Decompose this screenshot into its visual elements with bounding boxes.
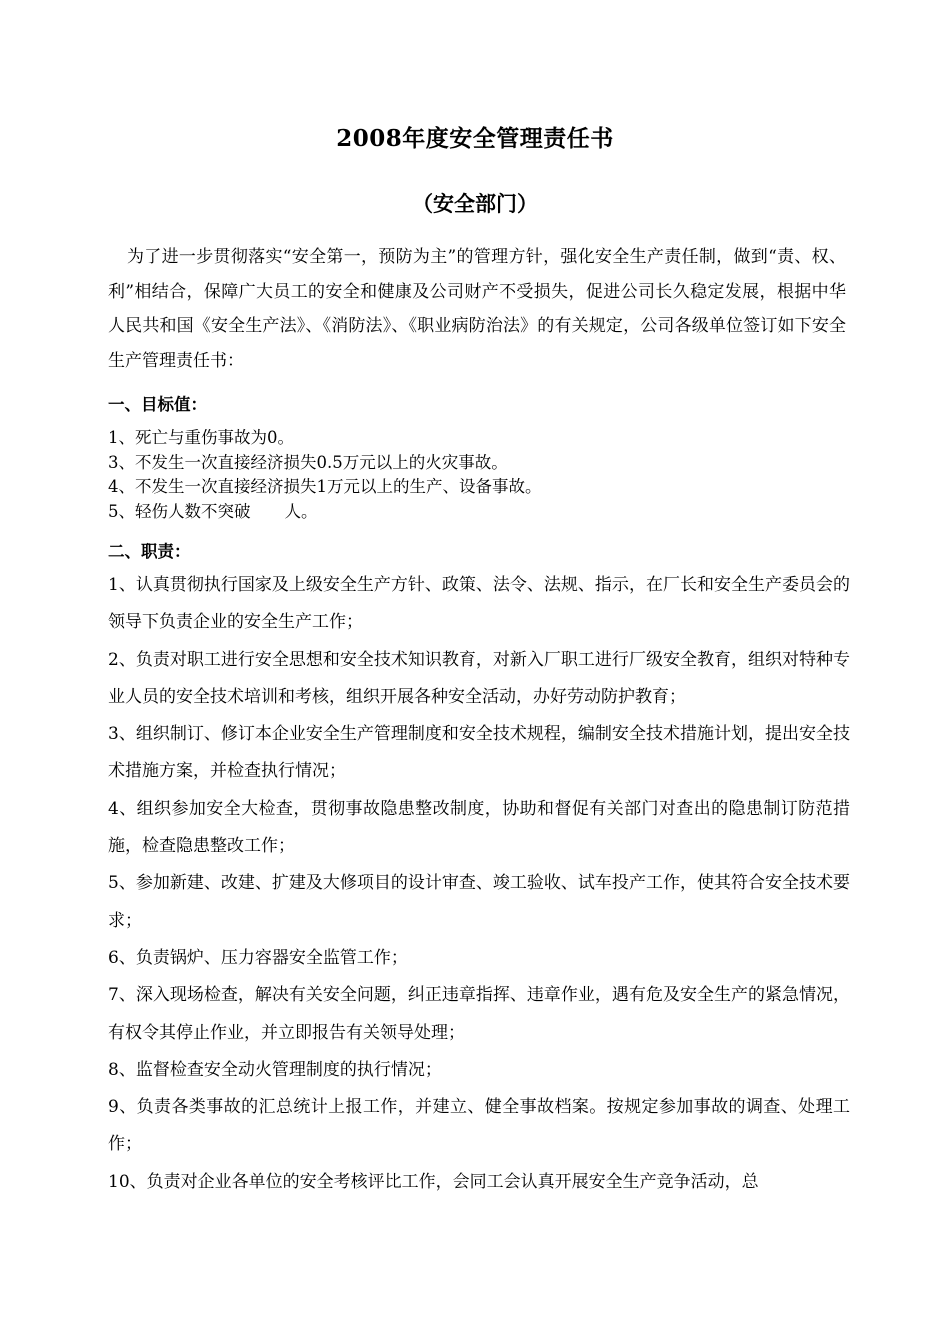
document-subtitle: （安全部门）	[412, 191, 538, 216]
list-item: 4、组织参加安全大检查，贯彻事故隐患整改制度，协助和督促有关部门对查出的隐患制订防范措施，检查隐患整改工作；	[108, 798, 850, 857]
list-item: 8、监督检查安全动火管理制度的执行情况；	[108, 1059, 442, 1080]
list-item: 7、深入现场检查，解决有关安全问题，纠正违章指挥、违章作业，遇有危及安全生产的紧急情况，有权令其停止作业，并立即报告有关领导处理；	[108, 985, 850, 1043]
list-item: 1、认真贯彻执行国家及上级安全生产方针、政策、法令、法规、指示，在厂长和安全生产委员会的领导下负责企业的安全生产工作；	[108, 575, 850, 633]
list-item: 10、负责对企业各单位的安全考核评比工作，会同工会认真开展安全生产竞争活动，总	[108, 1171, 759, 1192]
list-item: 9、负责各类事故的汇总统计上报工作，并建立、健全事故档案。按规定参加事故的调查、处理工作；	[108, 1097, 850, 1155]
intro-paragraph: 为了进一步贯彻落实“安全第一，预防为主”的管理方针，强化安全生产责任制，做到“责、权、利”相结合，保障广大员工的安全和健康及公司财产不受损失，促进公司长久稳定发展，根据中华人民共和国《安全生产法》、《消防法》、《职业病防治法》的有关规定，公司各级单位签订如下安全生产管理责任书：	[108, 247, 846, 371]
list-item: 3、组织制订、修订本企业安全生产管理制度和安全技术规程，编制安全技术措施计划，提出安全技术措施方案，并检查执行情况；	[108, 724, 850, 782]
list-item: 2、负责对职工进行安全思想和安全技术知识教育，对新入厂职工进行厂级安全教育，组织对特种专业人员的安全技术培训和考核，组织开展各种安全活动，办好劳动防护教育；	[108, 649, 850, 707]
target-5-before: 5、轻伤人数不突破	[108, 501, 251, 521]
list-item: 4、不发生一次直接经济损失1万元以上的生产、设备事故。	[108, 477, 542, 496]
section-duties-heading: 二、职责：	[108, 542, 191, 561]
list-item: 1、死亡与重伤事故为0。	[108, 428, 294, 447]
targets-list	[108, 426, 846, 524]
duties-list	[108, 567, 850, 1201]
list-item: 3、不发生一次直接经济损失0.5万元以上的火灾事故。	[108, 452, 508, 472]
list-item: 5、参加新建、改建、扩建及大修项目的设计审查、竣工验收、试车投产工作，使其符合安全技术要求；	[108, 873, 850, 931]
section-targets-heading: 一、目标值：	[108, 395, 207, 414]
list-item: 6、负责锅炉、压力容器安全监管工作；	[108, 947, 408, 968]
target-5-after: 人。	[284, 501, 318, 521]
document-title: 2008年度安全管理责任书	[336, 125, 614, 152]
list-item	[108, 500, 846, 525]
